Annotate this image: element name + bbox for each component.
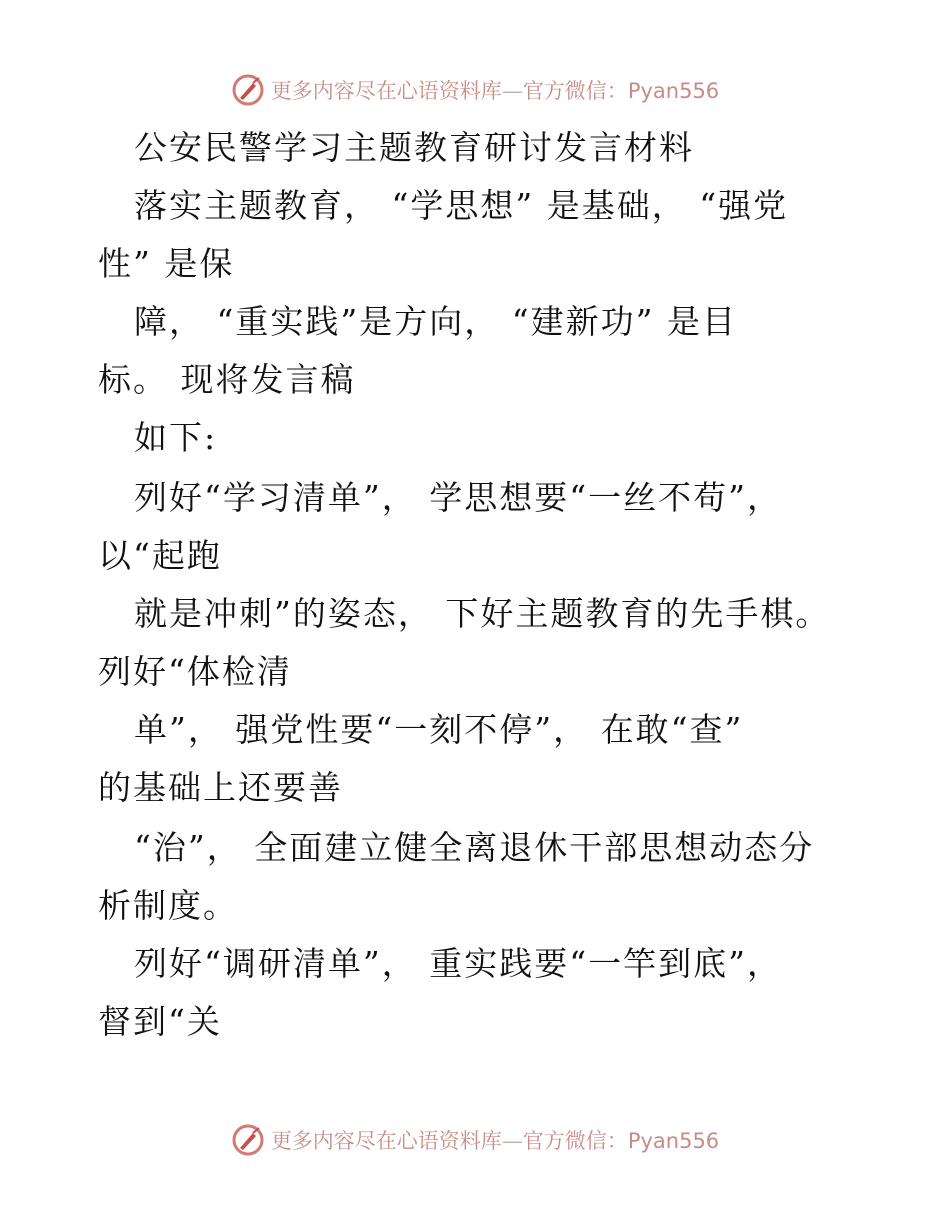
paragraph-line: 障， “重实践”是方向， “建新功” 是目 (134, 302, 737, 341)
paragraph-line: 落实主题教育， “学思想” 是基础， “强党 (134, 186, 789, 225)
paragraph-line: 列好“调研清单”， 重实践要“一竿到底”， (134, 944, 782, 983)
paragraph-line: 单”， 强党性要“一刻不停”， 在敢“查” (134, 710, 744, 749)
paragraph-line: 标。 现将发言稿 (98, 360, 356, 399)
document-title: 公安民警学习主题教育研讨发言材料 (134, 128, 694, 167)
paragraph-line: 督到“关 (98, 1002, 222, 1041)
paragraph-line: 性” 是保 (98, 244, 235, 283)
paragraph-line: 的基础上还要善 (98, 768, 343, 807)
paragraph-line: 列好“学习清单”， 学思想要“一丝不苟”， (134, 478, 782, 517)
paragraph-line: 以“起跑 (98, 536, 222, 575)
watermark-text: 更多内容尽在心语资料库—官方微信：Pyan556 (270, 1129, 720, 1153)
paragraph-line: 列好“体检清 (98, 652, 292, 691)
paragraph-line: “治”， 全面建立健全离退休干部思想动态分 (134, 828, 815, 867)
header-watermark (0, 70, 950, 110)
footer-watermark (0, 1120, 950, 1160)
quill-logo-icon (231, 1123, 265, 1157)
paragraph-line: 如下: (134, 418, 218, 457)
paragraph-line: 析制度。 (98, 886, 238, 925)
watermark-text: 更多内容尽在心语资料库—官方微信：Pyan556 (270, 79, 720, 103)
quill-logo-icon (231, 73, 265, 107)
paragraph-line: 就是冲刺”的姿态， 下好主题教育的先手棋。 (134, 594, 831, 633)
